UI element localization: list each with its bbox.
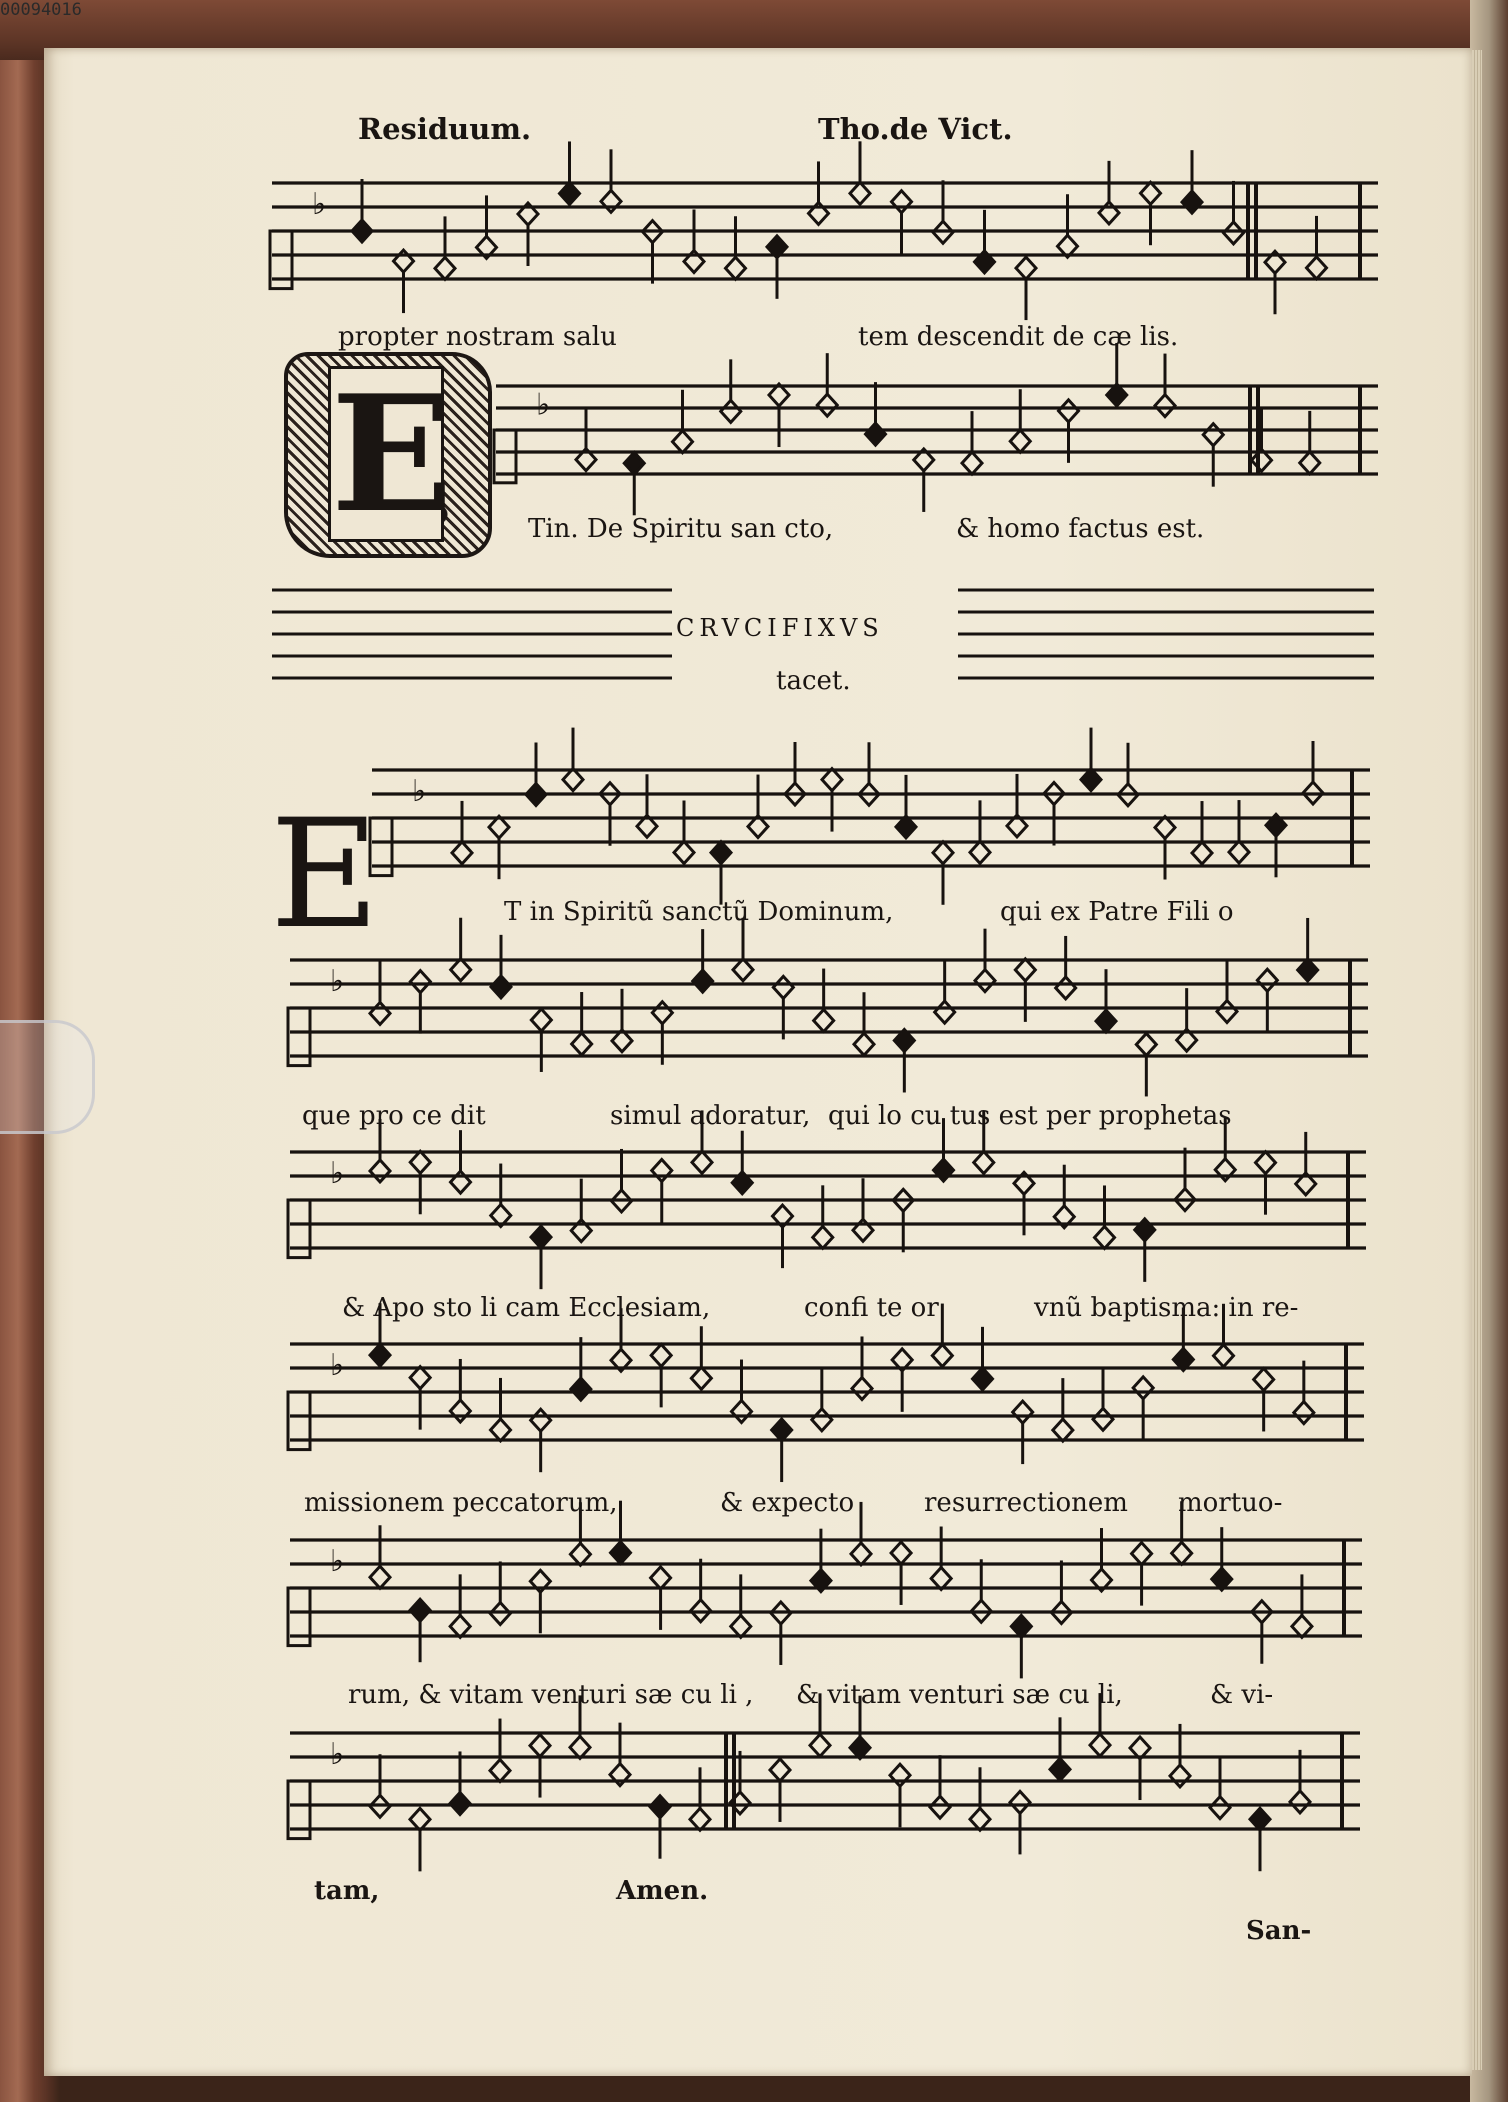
lyric-line: Amen. [616, 1876, 709, 1906]
neume-note [1224, 222, 1244, 244]
lyric-line: & expecto [720, 1488, 855, 1518]
neume-note [866, 423, 886, 445]
neume-note [1016, 257, 1036, 279]
neume-note [1090, 1734, 1110, 1756]
neume-note [491, 1419, 511, 1441]
header-left: Residuum. [358, 112, 532, 146]
lyric-line: & vi- [1210, 1680, 1274, 1710]
flat-sign: ♭ [330, 1737, 345, 1773]
neume-note [731, 1615, 751, 1637]
neume-note [852, 1377, 872, 1399]
neume-note [370, 1566, 390, 1588]
header-center: Tho.de Vict. [818, 112, 1013, 146]
neume-note [711, 842, 731, 864]
neume-note [490, 1760, 510, 1782]
neume-note [1135, 1219, 1155, 1241]
neume-note [812, 1409, 832, 1431]
neume-note [651, 1567, 671, 1589]
neume-note [570, 1736, 590, 1758]
neume-note [1011, 1615, 1031, 1637]
lyric-line: & homo factus est. [956, 514, 1205, 544]
lyric-line: missionem peccatorum, [304, 1488, 618, 1518]
neume-note [1155, 817, 1175, 839]
neume-note [1210, 1797, 1230, 1819]
neume-note [1300, 452, 1320, 474]
flat-sign: ♭ [330, 1544, 345, 1580]
neume-note [491, 976, 511, 998]
neume-note [773, 976, 793, 998]
neume-note [1095, 1226, 1115, 1248]
neume-note [394, 250, 414, 272]
neume-note [892, 191, 912, 213]
neume-note [530, 1735, 550, 1757]
neume-note [851, 1543, 871, 1565]
neume-note [674, 842, 694, 864]
neume-note [1254, 1368, 1274, 1390]
neume-note [693, 970, 713, 992]
neume-note [571, 1378, 591, 1400]
neume-note [611, 1542, 631, 1564]
plain-initial: E [270, 788, 380, 962]
neume-note [1256, 1152, 1276, 1174]
lyric-line: & Apo sto li cam Ecclesiam, [342, 1293, 711, 1323]
neume-note [624, 452, 644, 474]
neume-note [932, 1345, 952, 1367]
neume-note [410, 1599, 430, 1621]
neume-note [1053, 1419, 1073, 1441]
flat-sign: ♭ [330, 964, 345, 1000]
lyric-line: mortuo- [1178, 1488, 1283, 1518]
neume-note [531, 1409, 551, 1431]
ornate-initial [284, 352, 492, 558]
neume-note [352, 220, 372, 242]
neume-note [810, 1734, 830, 1756]
lyric-line: T in Spiritũ sanctũ Dominum, [504, 897, 894, 927]
neume-note [1056, 977, 1076, 999]
neume-note [370, 1160, 390, 1182]
neume-note [1096, 1010, 1116, 1032]
neume-note [1050, 1758, 1070, 1780]
flat-sign: ♭ [330, 1348, 345, 1384]
neume-note [1059, 400, 1079, 422]
neume-note [1192, 842, 1212, 864]
lyric-line: & vitam venturi sæ cu li, [796, 1680, 1123, 1710]
lyric-line: Tin. De Spiritu san cto, [528, 514, 834, 544]
neume-note [1217, 1000, 1237, 1022]
lyric-line: propter nostram salu [338, 322, 617, 352]
neume-note [650, 1796, 670, 1818]
neume-note [1172, 1542, 1192, 1564]
neume-note [1250, 1808, 1270, 1830]
lyric-line: tem descendit de cæ lis. [858, 322, 1179, 352]
neume-note [1081, 769, 1101, 791]
neume-note [1136, 1033, 1156, 1055]
neume-note [1229, 841, 1249, 863]
neume-note [692, 1151, 712, 1173]
lyric-line: vnũ baptisma: in re- [1034, 1293, 1299, 1323]
neume-note [410, 1808, 430, 1830]
neume-note [673, 431, 693, 453]
flat-sign: ♭ [412, 774, 427, 810]
neume-note [1133, 1377, 1153, 1399]
neume-note [410, 1367, 430, 1389]
neume-note [1290, 1791, 1310, 1813]
neume-note [370, 1002, 390, 1024]
flat-sign: ♭ [312, 187, 327, 223]
neume-note [1010, 430, 1030, 452]
neume-note [563, 769, 583, 791]
neume-note [1099, 202, 1119, 224]
catalog-number: 00094016 [0, 0, 82, 20]
neume-note [652, 1002, 672, 1024]
neume-note [1170, 1765, 1190, 1787]
neume-note [691, 1367, 711, 1389]
neume-note [962, 452, 982, 474]
flat-sign: ♭ [536, 387, 551, 423]
neume-note [733, 959, 753, 981]
neume-note [570, 1543, 590, 1565]
neume-note [931, 1568, 951, 1590]
neume-note [1155, 395, 1175, 417]
lyric-line: rum, & vitam venturi sæ cu li , [348, 1680, 754, 1710]
lyric-line: resurrectionem [924, 1488, 1128, 1518]
neume-note [934, 1159, 954, 1181]
neume-note [1182, 191, 1202, 213]
neume-note [572, 1033, 592, 1055]
neume-note [450, 1792, 470, 1814]
neume-note [891, 1542, 911, 1564]
section-note: tacet. [776, 666, 851, 696]
neume-note [770, 1759, 790, 1781]
neume-note [450, 1615, 470, 1637]
neume-note [970, 1808, 990, 1830]
neume-note [935, 1001, 955, 1023]
neume-note [1298, 959, 1318, 981]
neume-note [970, 841, 990, 863]
neume-note [652, 1160, 672, 1182]
neume-note [435, 257, 455, 279]
neume-note [1093, 1408, 1113, 1430]
neume-note [930, 1796, 950, 1818]
neume-note [1203, 424, 1223, 446]
neume-note [1294, 1402, 1314, 1424]
neume-note [890, 1764, 910, 1786]
neume-note [651, 1344, 671, 1366]
neume-note [531, 1009, 551, 1031]
neume-note [370, 1344, 390, 1366]
neume-note [450, 1400, 470, 1422]
neume-note [560, 182, 580, 204]
neume-note [772, 1419, 792, 1441]
initial-letter: E [328, 366, 444, 542]
lyric-line: qui lo cu tus est per prophetas [828, 1101, 1232, 1131]
neume-note [1013, 1401, 1033, 1423]
neume-note [1307, 257, 1327, 279]
neume-note [721, 400, 741, 422]
neume-note [690, 1808, 710, 1830]
neume-note [1214, 1345, 1234, 1367]
section-title: CRVCIFIXVS [676, 614, 884, 642]
neume-note [822, 769, 842, 791]
neume-note [1010, 1791, 1030, 1813]
neume-note [814, 1010, 834, 1032]
neume-note [850, 1737, 870, 1759]
neume-note [726, 257, 746, 279]
lyric-line: qui ex Patre Fili o [1000, 897, 1234, 927]
neume-note [531, 1226, 551, 1248]
neume-note [1257, 969, 1277, 991]
lyric-line: simul adoratur, [610, 1101, 811, 1131]
neume-note [973, 1368, 993, 1390]
neume-note [1015, 959, 1035, 981]
neume-note [451, 959, 471, 981]
neume-note [813, 1226, 833, 1248]
neume-note [817, 394, 837, 416]
lyric-line: que pro ce dit [302, 1101, 486, 1131]
neume-note [1141, 182, 1161, 204]
neume-note [933, 842, 953, 864]
neume-note [601, 190, 621, 212]
flat-sign: ♭ [330, 1156, 345, 1192]
catchword: San- [1246, 1916, 1312, 1946]
neume-note [452, 842, 472, 864]
lyric-line: confi te or [804, 1293, 939, 1323]
neume-note [732, 1401, 752, 1423]
neume-note [854, 1033, 874, 1055]
neume-note [974, 1152, 994, 1174]
neume-note [410, 971, 430, 993]
neume-note [1132, 1543, 1152, 1565]
lyric-line: tam, [314, 1876, 380, 1906]
neume-note [410, 1151, 430, 1173]
neume-note [850, 182, 870, 204]
neume-note [975, 970, 995, 992]
neume-note [1292, 1615, 1312, 1637]
neume-note [526, 784, 546, 806]
